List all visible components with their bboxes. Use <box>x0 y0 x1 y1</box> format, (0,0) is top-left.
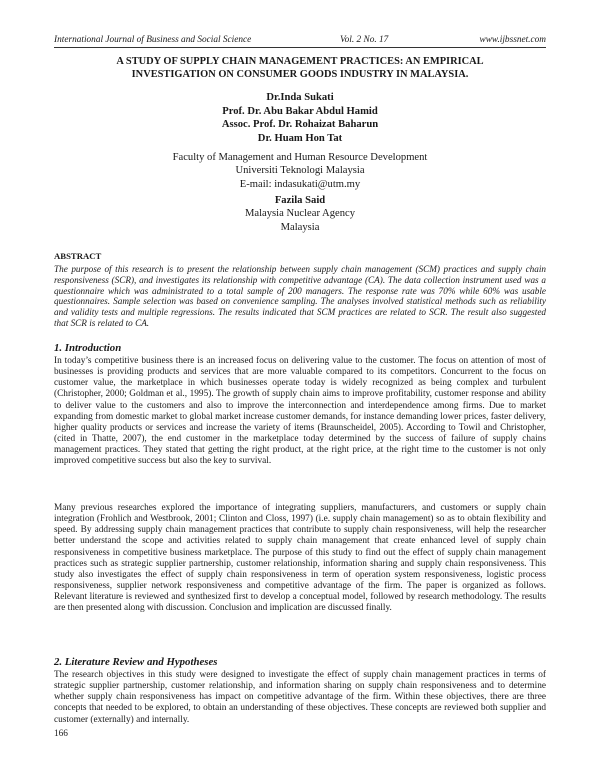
affiliation-country: Malaysia <box>280 221 320 233</box>
section-heading-introduction: 1. Introduction <box>54 342 122 354</box>
affiliation-primary <box>60 151 540 191</box>
author-name: Prof. Dr. Abu Bakar Abdul Hamid <box>222 105 378 117</box>
journal-volume: Vol. 2 No. 17 <box>340 35 389 45</box>
affiliation-university: Universiti Teknologi Malaysia <box>235 165 365 177</box>
paper-title <box>60 55 540 81</box>
affiliation-secondary <box>60 194 540 234</box>
author-name: Dr. Huam Hon Tat <box>257 132 343 144</box>
section-heading-literature-review: 2. Literature Review and Hypotheses <box>54 656 218 668</box>
affiliation-email: E-mail: indasukati@utm.my <box>239 178 361 190</box>
paragraph: The research objectives in this study were designed to investigate the effect of supply chain management practices in terms of strategic supplier partnership, customer relationship, and information sharing on supply chain responsiveness and to determine whether supply chain responsiveness has impact on competitive advantage of the firm. Within these objectives, there are three concepts that needed to be explored, to obtain an understanding of these objectives. These concepts are reviewed both supplier and customer (externally) and internally. <box>54 670 546 725</box>
page-number: 166 <box>54 729 68 739</box>
paragraph: Many previous researches explored the importance of integrating suppliers, manufacturers, and customers or supply chain integration (Frohlich and Westbrook, 2001; Clinton and Closs, 1997) (i.e. supply chain management) so as to obtain flexibility and speed. By addressing supply chain management practices that contribute to supply chain responsiveness, will help the researcher better understand the scope and activities related to supply chain management that create enhanced level of supply chain responsiveness in competitive business marketplace. The purpose of this study to find out the effect of supply chain management practices such as strategic supplier partnership, customer relationship, information sharing and supply chain responsiveness. This study also investigates the effect of supply chain responsiveness in term of operation system responsiveness, logistic process responsiveness, supplier network responsiveness and competitive advantage of the firm. The paper is organized as follows. Relevant literature is reviewed and synthesized first to develop a conceptual model, followed by research methodology. The results are then presented along with discussion. Conclusion and implication are discussed finally. <box>54 503 546 614</box>
affiliation-organization: Malaysia Nuclear Agency <box>244 208 355 220</box>
author-list <box>60 91 540 145</box>
title-line-2: INVESTIGATION ON CONSUMER GOODS INDUSTRY IN MALAYSIA. <box>131 69 469 80</box>
author-name: Dr.Inda Sukati <box>266 92 334 103</box>
author-name-secondary: Fazila Said <box>274 195 326 206</box>
affiliation-department: Faculty of Management and Human Resource Development <box>172 152 428 163</box>
journal-url: www.ijbssnet.com <box>479 35 546 45</box>
abstract-body: The purpose of this research is to present the relationship between supply chain management (SCM) practices and supply chain responsiveness (SCR), and investigates its relationship with competitive advantage (CA). The data collection instrument used was a questionnaire which was administrated to a total sample of 200 managers. The response rate was 70% while 60% was usable questionnaires. Sample selection was based on convenience sampling. The analyses involved statistical methods such as reliability and validity tests and multiple regressions. The results indicated that SCM practices are related to SCR. The result also suggested that SCR is related to CA. <box>54 264 546 328</box>
header-rule <box>54 47 546 48</box>
title-line-1: A STUDY OF SUPPLY CHAIN MANAGEMENT PRACTICES: AN EMPIRICAL <box>116 56 484 67</box>
running-header <box>54 34 546 46</box>
abstract-heading: ABSTRACT <box>54 251 102 261</box>
author-name: Assoc. Prof. Dr. Rohaizat Baharun <box>221 119 379 131</box>
paragraph: In today’s competitive business there is an increased focus on delivering value to the customer. The focus on attention of most of businesses is providing products and services that are more valuable compared to its competitors. Concurrent to the focus on customer value, the marketplace in which businesses operate today is widely recognized as being complex and turbulent (Christopher, 2000; Goldman et al., 1995). The growth of supply chain aims to improve profitability, customer response and ability to deliver value to the customers and also to improve the interconnection and interdependence among firms. Due to market expanding from domestic market to global market increase customer demands, for instance demanding lower prices, faster delivery, higher quality products or services and increase the variety of items (Braunscheidel, 2005). According to Towil and Christopher, (cited in Thatte, 2007), the end customer in the marketplace today determined by the success of failure of supply chains management practices. They stated that getting the right product, at the right price, at the right time to the customer is not only improved competitive success but also the key to survival. <box>54 356 546 467</box>
journal-name: International Journal of Business and Social Science <box>54 35 252 45</box>
